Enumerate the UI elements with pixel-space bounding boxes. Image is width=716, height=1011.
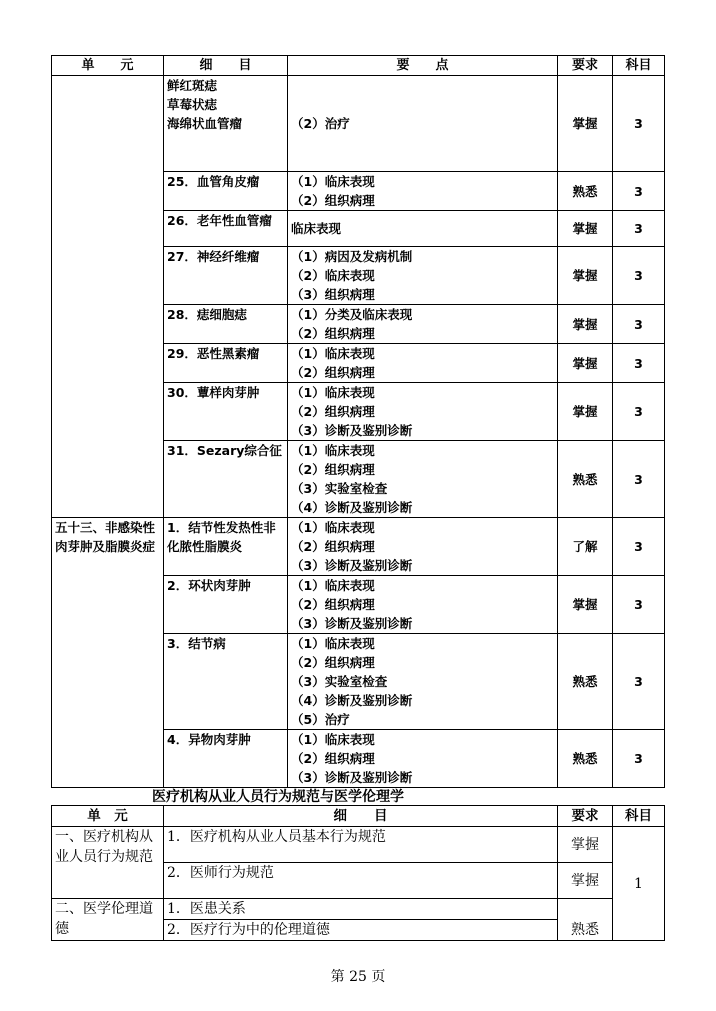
item-cell <box>164 211 288 247</box>
item-line: 26．老年性血管瘤 <box>167 213 272 228</box>
subject-cell: 3 <box>613 172 665 211</box>
table-row <box>52 827 665 863</box>
point-line: （3）组织病理 <box>291 287 375 302</box>
item-cell <box>164 441 288 518</box>
item-cell <box>164 634 288 730</box>
table-row <box>52 899 665 920</box>
table-header-row <box>52 56 665 76</box>
point-line: （3）诊断及鉴别诊断 <box>291 423 413 438</box>
point-line: （1）临床表现 <box>291 636 375 651</box>
points-cell <box>288 211 558 247</box>
point-line: （1）临床表现 <box>291 174 375 189</box>
point-line: （1）临床表现 <box>291 443 375 458</box>
page-number: 第 25 页 <box>330 969 386 985</box>
point-line: （1）临床表现 <box>291 346 375 361</box>
point-line: （1）临床表现 <box>291 520 375 535</box>
point-line: 临床表现 <box>291 221 342 236</box>
point-line: （1）病因及发病机制 <box>291 249 413 264</box>
point-line: （1）分类及临床表现 <box>291 307 413 322</box>
table-row <box>52 76 665 172</box>
item-cell <box>164 518 288 576</box>
requirement-cell: 掌握 <box>558 211 613 247</box>
subject-cell: 1 <box>613 827 665 941</box>
header-unit: 单 元 <box>52 806 164 827</box>
requirement-cell: 熟悉 <box>558 730 613 788</box>
item-line: 3．结节病 <box>167 636 226 651</box>
points-cell <box>288 634 558 730</box>
point-line: （3）实验室检查 <box>291 481 388 496</box>
point-line: （4）诊断及鉴别诊断 <box>291 500 413 515</box>
point-line: （2）组织病理 <box>291 751 375 766</box>
points-cell <box>288 305 558 344</box>
item-line: 海绵状血管瘤 <box>167 116 243 131</box>
item-line: 28．痣细胞痣 <box>167 307 247 322</box>
requirement-cell: 掌握 <box>558 576 613 634</box>
item-cell: 1．医患关系 <box>164 899 558 920</box>
requirement-cell: 掌握 <box>558 247 613 305</box>
header-subject: 科目 <box>613 806 665 827</box>
item-cell <box>164 730 288 788</box>
unit-cell: 五十三、非感染性肉芽肿及脂膜炎症 <box>52 518 164 788</box>
requirement-cell: 熟悉 <box>558 441 613 518</box>
point-line: （1）临床表现 <box>291 578 375 593</box>
unit-cell <box>52 76 164 518</box>
header-unit: 单 元 <box>52 56 164 76</box>
point-line: （2）临床表现 <box>291 268 375 283</box>
points-cell <box>288 172 558 211</box>
points-cell <box>288 344 558 383</box>
item-cell <box>164 344 288 383</box>
header-item: 细 目 <box>164 56 288 76</box>
subject-cell: 3 <box>613 247 665 305</box>
point-line: （1）临床表现 <box>291 732 375 747</box>
table-header-row <box>52 806 665 827</box>
header-points: 要 点 <box>288 56 558 76</box>
point-line: （3）诊断及鉴别诊断 <box>291 558 413 573</box>
point-line: （2）组织病理 <box>291 597 375 612</box>
points-cell <box>288 576 558 634</box>
header-requirement: 要求 <box>558 56 613 76</box>
requirement-cell: 掌握 <box>558 76 613 172</box>
subject-cell: 3 <box>613 305 665 344</box>
item-cell <box>164 247 288 305</box>
point-line: （2）组织病理 <box>291 539 375 554</box>
points-cell <box>288 730 558 788</box>
point-line: （4）诊断及鉴别诊断 <box>291 693 413 708</box>
point-line: （2）组织病理 <box>291 365 375 380</box>
item-cell <box>164 172 288 211</box>
requirement-cell: 熟悉 <box>558 634 613 730</box>
unit-cell: 一、医疗机构从业人员行为规范 <box>52 827 164 899</box>
points-cell <box>288 383 558 441</box>
requirement-cell: 掌握 <box>558 305 613 344</box>
item-line: 2．环状肉芽肿 <box>167 578 251 593</box>
requirement-cell: 了解 <box>558 518 613 576</box>
points-cell <box>288 247 558 305</box>
requirement-cell: 掌握 <box>558 827 613 863</box>
unit-cell: 二、医学伦理道德 <box>52 899 164 941</box>
table-row <box>52 518 665 576</box>
subject-cell: 3 <box>613 344 665 383</box>
item-cell: 2．医疗行为中的伦理道德 <box>164 920 558 941</box>
points-cell <box>288 518 558 576</box>
point-line: （2）组织病理 <box>291 655 375 670</box>
point-line: （1）临床表现 <box>291 385 375 400</box>
item-line: 31．Sezary综合征 <box>167 443 282 458</box>
header-item: 细 目 <box>164 806 558 827</box>
syllabus-table-ethics <box>51 805 665 941</box>
requirement-cell: 掌握 <box>558 383 613 441</box>
points-cell <box>288 76 558 172</box>
subject-cell: 3 <box>613 441 665 518</box>
item-cell <box>164 383 288 441</box>
item-cell <box>164 576 288 634</box>
point-line: （3）诊断及鉴别诊断 <box>291 616 413 631</box>
subject-cell: 3 <box>613 730 665 788</box>
item-line: 30．蕈样肉芽肿 <box>167 385 260 400</box>
point-line: （3）实验室检查 <box>291 674 388 689</box>
subject-cell: 3 <box>613 211 665 247</box>
requirement-cell: 熟悉 <box>558 899 613 941</box>
requirement-cell: 掌握 <box>558 863 613 899</box>
item-line: 4．异物肉芽肿 <box>167 732 251 747</box>
item-line: 1．结节性发热性非化脓性脂膜炎 <box>167 520 276 554</box>
section-title: 医疗机构从业人员行为规范与医学伦理学 <box>152 789 404 805</box>
point-line: （3）诊断及鉴别诊断 <box>291 770 413 785</box>
item-cell: 1．医疗机构从业人员基本行为规范 <box>164 827 558 863</box>
subject-cell: 3 <box>613 76 665 172</box>
syllabus-table-dermatology <box>51 55 665 788</box>
requirement-cell: 熟悉 <box>558 172 613 211</box>
item-cell: 2．医师行为规范 <box>164 863 558 899</box>
item-cell <box>164 76 288 172</box>
requirement-cell: 掌握 <box>558 344 613 383</box>
item-line: 草莓状痣 <box>167 97 218 112</box>
points-cell <box>288 441 558 518</box>
header-subject: 科目 <box>613 56 665 76</box>
item-line: 27．神经纤维瘤 <box>167 249 260 264</box>
item-line: 鲜红斑痣 <box>167 78 218 93</box>
point-line: （2）组织病理 <box>291 193 375 208</box>
point-line: （2）组织病理 <box>291 404 375 419</box>
item-cell <box>164 305 288 344</box>
subject-cell: 3 <box>613 634 665 730</box>
point-line: （5）治疗 <box>291 712 350 727</box>
item-line: 25．血管角皮瘤 <box>167 174 260 189</box>
subject-cell: 3 <box>613 518 665 576</box>
item-line: 29．恶性黑素瘤 <box>167 346 260 361</box>
point-line: （2）治疗 <box>291 116 350 131</box>
header-requirement: 要求 <box>558 806 613 827</box>
point-line: （2）组织病理 <box>291 462 375 477</box>
subject-cell: 3 <box>613 383 665 441</box>
point-line: （2）组织病理 <box>291 326 375 341</box>
subject-cell: 3 <box>613 576 665 634</box>
